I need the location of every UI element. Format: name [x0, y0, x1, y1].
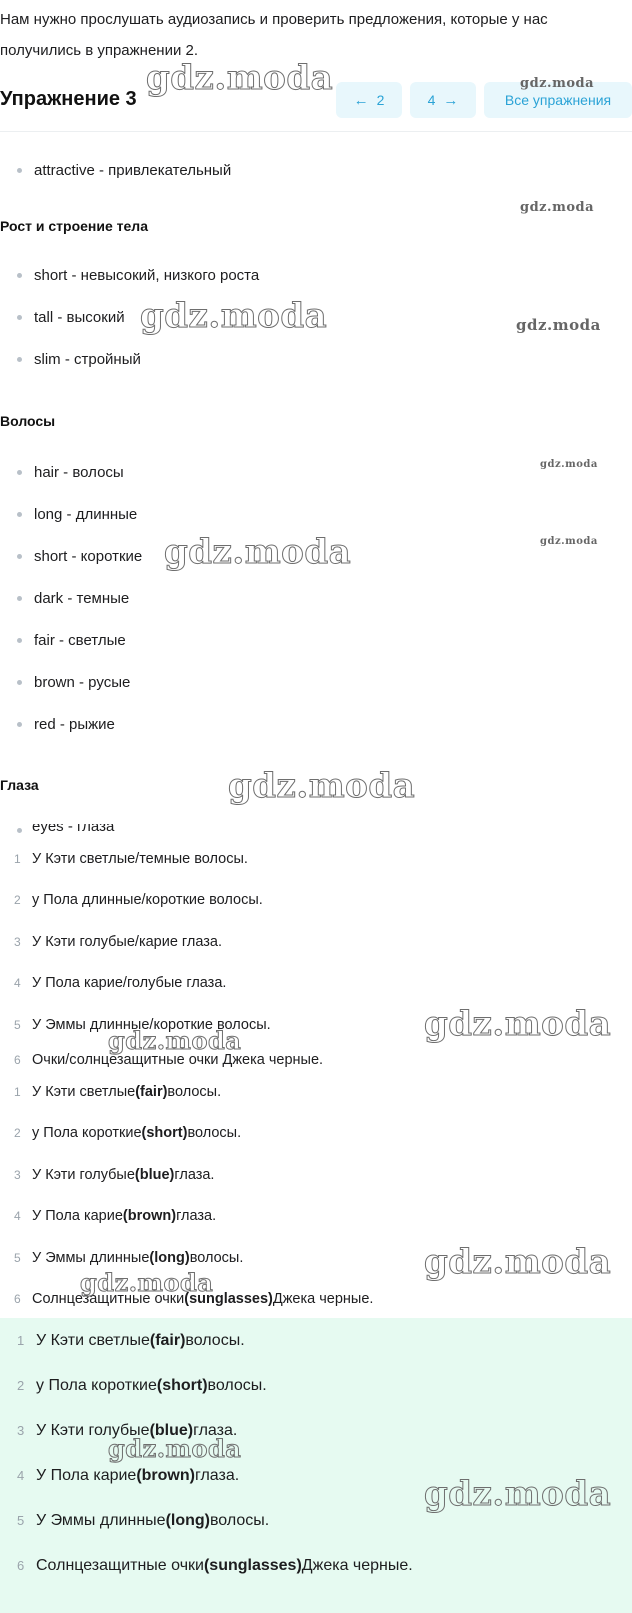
- bullet-icon: [17, 512, 22, 517]
- watermark: gdz.moda: [520, 76, 595, 91]
- item-text: У Пола карие/голубые глаза.: [32, 975, 227, 992]
- watermark: gdz.moda: [424, 1004, 612, 1044]
- bullet-icon: [17, 273, 22, 278]
- item-text: у Пола длинные/короткие волосы.: [32, 892, 263, 909]
- bullet-icon: [17, 168, 22, 173]
- list-item-clipped: [0, 824, 632, 838]
- watermark: gdz.moda: [540, 536, 598, 547]
- bullet-icon: [17, 722, 22, 727]
- item-number: 5: [14, 1250, 21, 1265]
- list-item-text: slim - стройный: [34, 350, 141, 368]
- item-text-pre: у Пола короткие: [36, 1376, 157, 1394]
- watermark: gdz.moda: [164, 532, 352, 572]
- item-text-pre: Солнцезащитные очки: [32, 1291, 185, 1308]
- item-text-post: волосы.: [207, 1376, 267, 1394]
- list-item: [0, 921, 632, 963]
- next-exercise-label: 4: [427, 92, 436, 108]
- section-heading-body: Рост и строение тела: [0, 218, 148, 234]
- item-text-post: волосы.: [209, 1511, 270, 1529]
- item-text-bold: (brown): [122, 1208, 177, 1225]
- bullet-icon: [17, 638, 22, 643]
- item-text-bold: (sunglasses): [203, 1556, 302, 1574]
- item-text-post: глаза.: [174, 1166, 215, 1183]
- item-text-post: глаза.: [194, 1466, 240, 1484]
- item-text-pre: У Эммы длинные: [36, 1511, 166, 1529]
- list-item: [0, 838, 632, 880]
- bullet-icon: [17, 315, 22, 320]
- list-item: [0, 577, 632, 619]
- item-number: 2: [14, 893, 21, 908]
- item-text-post: Джека черные.: [301, 1556, 413, 1574]
- arrow-right-icon: →: [443, 91, 459, 109]
- page-title: Упражнение 3: [0, 88, 137, 110]
- item-text-pre: У Эммы длинные: [32, 1249, 150, 1266]
- item-number: 2: [14, 1126, 21, 1141]
- next-exercise-button[interactable]: [410, 82, 476, 118]
- list-item-text: hair - волосы: [34, 463, 124, 481]
- item-text-post: волосы.: [187, 1125, 242, 1142]
- bullet-icon: [17, 680, 22, 685]
- item-text-bold: (long): [165, 1511, 210, 1529]
- list-item-text: red - рыжие: [34, 715, 115, 733]
- list-item: [0, 338, 632, 380]
- item-text-bold: (long): [149, 1249, 190, 1266]
- item-text-pre: У Кэти светлые: [36, 1331, 150, 1349]
- item-number: 3: [14, 934, 21, 949]
- list-item: [0, 1154, 632, 1196]
- list-item: [0, 1071, 632, 1113]
- list-item-text: attractive - привлекательный: [34, 161, 232, 179]
- item-number: 3: [14, 1167, 21, 1182]
- list-item: [0, 1318, 632, 1363]
- list-item: [0, 963, 632, 1005]
- item-number: 6: [17, 1558, 25, 1573]
- list-item: [0, 1113, 632, 1155]
- item-text-pre: У Пола карие: [32, 1208, 123, 1225]
- item-text-post: Джека черные.: [272, 1291, 374, 1308]
- item-text-bold: (short): [156, 1376, 208, 1394]
- item-text-post: глаза.: [193, 1421, 238, 1439]
- item-text-bold: (fair): [149, 1331, 186, 1349]
- list-item-text: short - невысокий, низкого роста: [34, 266, 260, 284]
- item-text-bold: (blue): [134, 1166, 175, 1183]
- bullet-icon: [17, 470, 22, 475]
- arrow-left-icon: ←: [353, 91, 369, 109]
- list-item-text: long - длинные: [34, 505, 138, 523]
- list-item: [0, 1408, 632, 1453]
- list-item: [0, 149, 632, 191]
- item-text-pre: Солнцезащитные очки: [36, 1556, 204, 1574]
- all-exercises-label: Все упражнения: [504, 92, 612, 108]
- bullet-icon: [17, 596, 22, 601]
- list-item-text: eyes - глаза: [32, 824, 115, 835]
- list-item: [0, 1196, 632, 1238]
- watermark: gdz.moda: [140, 296, 328, 336]
- watermark: gdz.moda: [228, 766, 416, 806]
- item-text-pre: У Кэти голубые: [36, 1421, 150, 1439]
- item-number: 5: [14, 1017, 21, 1032]
- vocab-list-intro: [0, 149, 632, 191]
- prev-exercise-button[interactable]: [336, 82, 402, 118]
- bullet-icon: [17, 357, 22, 362]
- item-number: 6: [14, 1292, 21, 1307]
- list-item: [0, 703, 632, 745]
- list-item: [0, 493, 632, 535]
- item-text-bold: (fair): [135, 1083, 168, 1100]
- bullet-icon: [17, 554, 22, 559]
- item-number: 3: [17, 1423, 25, 1438]
- section-heading-hair: Волосы: [0, 413, 56, 429]
- item-text-bold: (short): [141, 1125, 188, 1142]
- list-item-text: fair - светлые: [34, 631, 126, 649]
- item-text: У Кэти голубые/карие глаза.: [32, 933, 223, 950]
- list-item-text: dark - темные: [34, 589, 130, 607]
- list-item: [0, 1046, 632, 1074]
- watermark: gdz.moda: [516, 316, 601, 334]
- list-item-text: short - короткие: [34, 547, 143, 565]
- item-number: 1: [14, 1084, 21, 1099]
- item-text-bold: (blue): [149, 1421, 194, 1439]
- bullet-icon: [17, 828, 22, 833]
- item-text: Очки/солнцезащитные очки Джека черные.: [32, 1051, 324, 1068]
- item-text-pre: У Кэти голубые: [32, 1166, 135, 1183]
- item-text-bold: (sunglasses): [184, 1291, 273, 1308]
- list-item: [0, 1363, 632, 1408]
- item-text-pre: у Пола короткие: [32, 1125, 142, 1142]
- intro-line-1: Нам нужно прослушать аудиозапись и проверить предложения, которые у нас: [0, 11, 548, 28]
- list-item: [0, 880, 632, 922]
- item-number: 4: [14, 1209, 21, 1224]
- item-number: 4: [17, 1468, 25, 1483]
- item-text-post: волосы.: [185, 1331, 245, 1349]
- item-text-post: волосы.: [167, 1083, 222, 1100]
- item-number: 6: [14, 1052, 21, 1067]
- answers-list-highlighted: [0, 1318, 632, 1588]
- item-text-pre: У Пола карие: [36, 1466, 137, 1484]
- watermark: gdz.moda: [108, 1434, 242, 1463]
- list-item: [0, 619, 632, 661]
- item-text: У Кэти светлые/темные волосы.: [32, 850, 248, 867]
- watermark: gdz.moda: [520, 200, 595, 215]
- intro-text: [0, 0, 632, 66]
- prev-exercise-label: 2: [376, 92, 385, 108]
- watermark: gdz.moda: [540, 459, 598, 470]
- watermark: gdz.moda: [80, 1268, 214, 1297]
- item-text-post: глаза.: [176, 1208, 217, 1225]
- watermark: gdz.moda: [108, 1026, 242, 1055]
- watermark: gdz.moda: [146, 58, 334, 98]
- watermark: gdz.moda: [424, 1242, 612, 1282]
- intro-line-2: получились в упражнении 2.: [0, 42, 199, 59]
- watermark: gdz.moda: [424, 1474, 612, 1514]
- item-number: 1: [14, 851, 21, 866]
- item-number: 1: [17, 1333, 25, 1348]
- list-item: [0, 1543, 632, 1588]
- item-text-bold: (brown): [136, 1466, 195, 1484]
- item-text-post: волосы.: [189, 1249, 244, 1266]
- vocab-list-hair: [0, 451, 632, 745]
- item-text: У Эммы длинные/короткие волосы.: [32, 1016, 271, 1033]
- item-number: 4: [14, 976, 21, 991]
- list-item: [0, 661, 632, 703]
- list-item-text: brown - русые: [34, 673, 131, 691]
- item-number: 2: [17, 1378, 25, 1393]
- item-number: 5: [17, 1513, 25, 1528]
- section-heading-eyes: Глаза: [0, 777, 39, 793]
- list-item: [0, 254, 632, 296]
- item-text-pre: У Кэти светлые: [32, 1083, 136, 1100]
- list-item: [0, 451, 632, 493]
- list-item-text: tall - высокий: [34, 308, 125, 326]
